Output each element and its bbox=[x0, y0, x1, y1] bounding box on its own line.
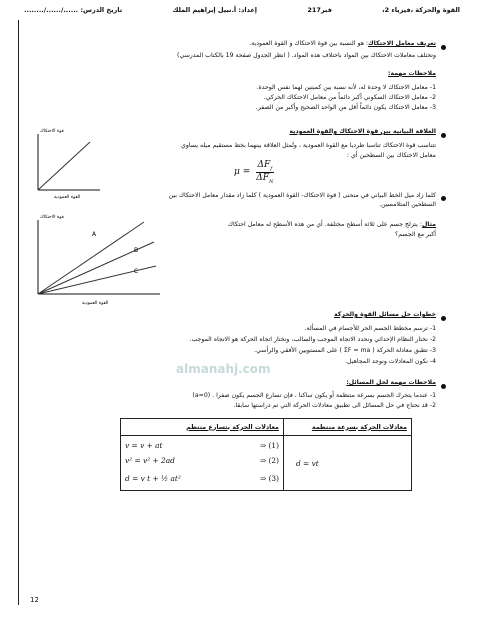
graph-y-label: قوة الاحتكاك bbox=[40, 129, 64, 134]
problem-note-item: 2- قد نحتاج في حل المسائل الى تطبيق معادلات الحركة التي تم دراستها سابقا. bbox=[233, 402, 436, 409]
example-question: : يتزلج جسم على ثلاثة أسطح مختلفة. أي من هذه الأسطح له معامل احتكاك bbox=[227, 221, 422, 228]
three-surfaces-graph bbox=[24, 214, 164, 310]
note-item: 3- معامل الاحتكاك يكون دائماً أقل من الواحد الصحيح وأكبر من الصفر. bbox=[255, 104, 436, 111]
equation-1-tag: ⇒ (1) bbox=[259, 441, 279, 450]
formula-fraction bbox=[254, 160, 275, 185]
example-text bbox=[166, 221, 436, 230]
bullet-icon bbox=[441, 316, 446, 321]
problem-notes-title: ملاحظات مهمة لحل المسائل: bbox=[346, 379, 436, 386]
formula-num-sub: f bbox=[270, 165, 273, 172]
bullet-icon bbox=[441, 133, 446, 138]
page-header bbox=[24, 6, 460, 18]
definition-text: : هو النسبة بين قوة الاحتكاك و القوة العمودية. bbox=[249, 40, 369, 47]
motion-equations-table bbox=[120, 418, 412, 491]
equation-row bbox=[125, 438, 279, 453]
line-b-label: B bbox=[134, 247, 139, 254]
formula-den-sub: N bbox=[269, 178, 274, 185]
friction-normal-graph bbox=[24, 126, 104, 204]
speed-equation-cell bbox=[283, 436, 411, 491]
note-item: 1- معامل الاحتكاك لا وحدة له، لأنه نسبة بين كميتين لهما نفس الوحدة. bbox=[256, 84, 436, 91]
line-a bbox=[38, 222, 144, 294]
graph-x-label: القوة العمودية bbox=[82, 301, 109, 306]
formula-numerator: ΔF bbox=[257, 160, 271, 170]
equation-2: v² = v² + 2ad bbox=[125, 456, 175, 465]
formula-denominator: ΔF bbox=[256, 172, 270, 183]
equation-1: v = v + at bbox=[125, 441, 163, 450]
friction-formula bbox=[234, 160, 275, 185]
equation-row bbox=[125, 453, 279, 468]
bullet-icon bbox=[441, 45, 446, 50]
formula-lhs: μ = bbox=[234, 167, 251, 178]
example-question-line2: أكبر مع الجسم؟ bbox=[394, 231, 436, 238]
note-item: 2- معامل الاحتكاك السكوني أكبر دائماً من معامل الاحتكاك الحركي. bbox=[263, 94, 436, 101]
bullet-icon bbox=[441, 384, 446, 389]
section-definition bbox=[96, 40, 436, 49]
line-c bbox=[38, 266, 156, 294]
graph-x-label: القوة العمودية bbox=[54, 195, 81, 200]
equation-row bbox=[125, 468, 279, 488]
definition-line2: وتختلف معاملات الاحتكاك بين المواد باختلاف هذه المواد. ( انظر الجدول صفحة 19 بالكتاب المدرسي) bbox=[177, 52, 436, 59]
equation-row bbox=[288, 456, 407, 471]
relation-line1: تتناسب قوة الاحتكاك تناسبا طرديا مع القوة العمودية ، وتُمثل العلاقة بينهما بخط مستقيم ميله يساوي bbox=[181, 142, 436, 149]
step-item: 1- ترسم مخطط الجسم الحر للأجسام في المسألة. bbox=[304, 325, 436, 332]
graph-relation-title: العلاقة البيانية بين قوة الاحتكاك والقوة العمودية bbox=[289, 128, 436, 135]
line-c-label: C bbox=[134, 268, 139, 275]
equation-2-tag: ⇒ (2) bbox=[259, 456, 279, 465]
header-date: فبر217 bbox=[307, 6, 332, 14]
equation-speed: d = vt bbox=[295, 458, 319, 468]
notes-title: ملاحظات مهمة: bbox=[387, 70, 436, 77]
graph-y-label: قوة الاحتكاك bbox=[40, 215, 64, 220]
col-header-uniform-speed: معادلات الحركة بسرعة منتظمة bbox=[283, 419, 411, 436]
header-subject: القوة والحركة ،فيزياء 2، bbox=[382, 6, 460, 14]
relation-line2: معامل الاحتكاك بين السطحين أي : bbox=[346, 152, 436, 159]
step-item: 4- نكون المعادلات ونوجد المجاهيل. bbox=[345, 358, 436, 365]
solving-steps-title: خطوات حل مسائل القوة والحركة bbox=[334, 311, 436, 318]
problem-note-item: 1- عندما يتحرك الجسم بسرعة منتظمة أو يكون ساكنا ، فإن تسارع الجسم يكون صفرا . (a=0) bbox=[192, 392, 436, 399]
relation-line bbox=[38, 142, 90, 190]
header-author: إعداد: أ.نبيل إبراهيم الملك bbox=[172, 6, 258, 14]
equation-3-tag: ⇒ (3) bbox=[259, 473, 279, 483]
example-label: مثال bbox=[421, 221, 436, 228]
step-item: 2- نختار النظام الإحداثي ونحدد الاتجاه الموجب والسالب، ونختار اتجاه الحركة هو الاتجاه الموجب. bbox=[189, 336, 436, 343]
step-item: 3- تطبق معادلة الحركة ( ΣF = ma ) على المستويين الأفقي والرأسي. bbox=[254, 347, 436, 354]
definition-title: تعريف معامل الاحتكاك bbox=[368, 40, 436, 47]
bullet-icon bbox=[441, 196, 446, 201]
relation-line3: كلما زاد ميل الخط البياني في منحنى ( قوة الاحتكاك- القوة العمودية ) كلما زاد مقدار معامل الاحتكاك بين السطحين المتلامسين. bbox=[168, 192, 436, 208]
page-number: 12 bbox=[30, 596, 39, 604]
header-lesson-date: تاريخ الدرس: ....../....../........ bbox=[24, 6, 123, 14]
line-a-label: A bbox=[92, 231, 97, 238]
col-header-uniform-accel: معادلات الحركة بتسارع منتظم bbox=[121, 419, 284, 436]
watermark: almanahj.com bbox=[176, 362, 271, 376]
equation-3: d = v t + ½ at² bbox=[125, 473, 181, 483]
accel-equations-cell bbox=[121, 436, 284, 491]
